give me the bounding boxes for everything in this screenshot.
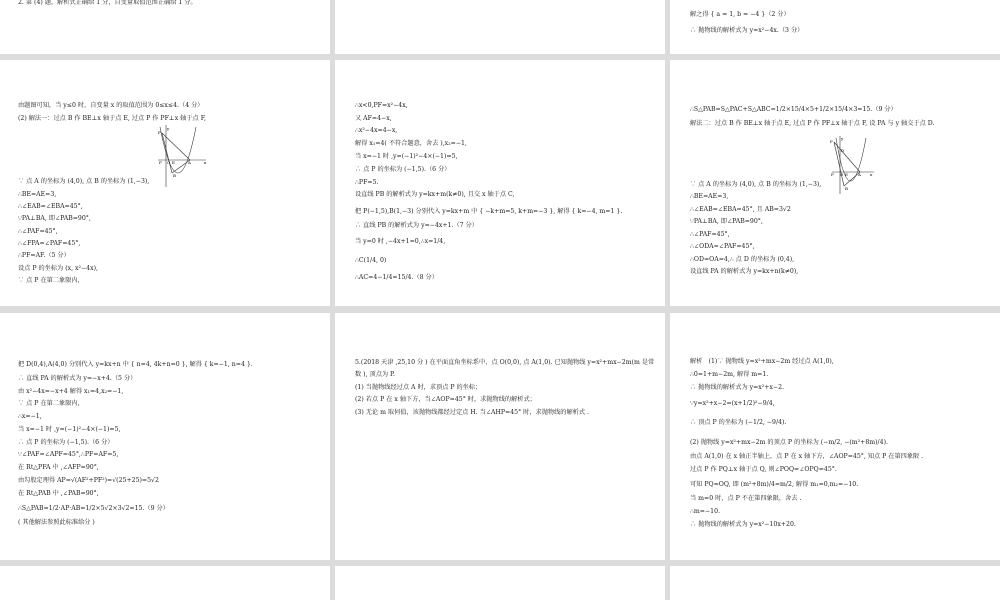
text-line: ∵PA⊥BA, 即∠PAB=90°, <box>18 215 91 222</box>
text-line: ∴PF=AF.（5 分） <box>18 252 70 259</box>
slide-11 <box>335 566 665 600</box>
text-line: 2. 第 (4) 题，解析式正确给 1 分，自变量取值范围正确给 1 分。 <box>18 0 197 6</box>
fig-label: B <box>173 173 176 178</box>
slide-3 <box>670 0 1000 54</box>
slide-8 <box>335 313 665 560</box>
text-line: (2) 解法一：过点 B 作 BE⊥x 轴于点 E, 过点 P 作 PF⊥x 轴于点 F, <box>18 115 206 122</box>
text-line: ∴AC=4−1/4=15/4.（8 分） <box>355 274 438 281</box>
slide-10 <box>0 566 330 600</box>
text-line: ∴ 直线 PA 的解析式为 y=−x+4.（5 分） <box>18 375 137 382</box>
fig-label: y <box>841 136 844 141</box>
text-line: ∴PF=5. <box>355 179 379 186</box>
fig-label: A <box>188 160 191 165</box>
text-line: ∴x²−4x=4−x, <box>355 127 398 134</box>
text-line: 把 D(0,4),A(4,0) 分别代入 y=kx+n 中 { n=4, 4k+n=0 }, 解得 { k=−1, n=4 }. <box>18 361 253 368</box>
text-line: 解之得 { a = 1, b = −4 }（2 分） <box>690 11 790 18</box>
slide-12 <box>670 566 1000 600</box>
text-line: ∵PA⊥BA, 即∠PAB=90°, <box>690 218 763 225</box>
text-line: 解得 x₁=4( 不符合题意，舍去 ),x₂=−1, <box>355 140 467 147</box>
text-line: ∴∠ODA=∠PAF=45°, <box>690 243 755 250</box>
parabola-figure <box>150 123 210 189</box>
fig-label: O <box>167 160 171 165</box>
fig-label: x <box>204 160 207 165</box>
fig-label: F <box>831 172 834 177</box>
fig-label: P <box>830 139 833 144</box>
text-line: 数 ), 顶点为 P. <box>355 371 395 378</box>
text-line: ∴0=1+m−2m, 解得 m=1. <box>690 371 769 378</box>
text-line: 把 P(−1,5),B(1,−3) 分别代入 y=kx+m 中 { −k+m=5, k+m=−3 }, 解得 { k=−4, m=1 }. <box>355 208 623 215</box>
text-line: 解析 (1)∵ 抛物线 y=x²+mx−2m 经过点 A(1,0), <box>690 358 834 365</box>
text-line: 由点 A(1,0) 在 x 轴正半轴上，点 P 在 x 轴下方，∠AOP=45°, 知点 P 在第四象限 . <box>690 453 924 460</box>
fig-label: A <box>858 172 861 177</box>
fig-label: E <box>845 172 848 177</box>
text-line: 过点 P 作 PQ⊥x 轴于点 Q, 则∠POQ=∠OPQ=45°. <box>690 466 837 473</box>
slide-1 <box>0 0 330 54</box>
slide-9 <box>670 313 1000 560</box>
text-line: 设直线 PA 的解析式为 y=kx+n(k≠0), <box>690 268 799 275</box>
text-line: ∴ 抛物线的解析式为 y=x²+x−2. <box>690 384 785 391</box>
text-line: ∵ 点 P 在第二象限内， <box>18 400 84 407</box>
text-line: ∴OD=OA=4,∴ 点 D 的坐标为 (0,4), <box>690 256 795 263</box>
text-line: ∴S△PAB=1/2·AP·AB=1/2×5√2×3√2=15.（9 分） <box>18 505 169 512</box>
fig-label: P <box>158 130 161 135</box>
fig-label: E <box>172 160 175 165</box>
fig-label: B <box>845 186 848 191</box>
text-line: ∴ 抛物线的解析式为 y=x²−10x+20. <box>690 521 796 528</box>
slide-4 <box>0 60 330 306</box>
text-line: 由题图可知，当 y≤0 时，自变量 x 的取值范围为 0≤x≤4.（4 分） <box>18 102 204 109</box>
text-line: (3) 无论 m 取何值，该抛物线都经过定点 H. 当∠AHP=45° 时，求抛物线的解析式 . <box>355 409 589 416</box>
text-line: 当 x=−1 时 ,y=(−1)²−4×(−1)=5, <box>355 153 458 160</box>
text-line: ∴BE=AE=3, <box>18 191 57 198</box>
text-line: 当 m=0 时，点 P 不在第四象限，舍去 . <box>690 495 802 502</box>
text-line: 当 y=0 时 ,−4x+1=0,∴x=1/4, <box>355 238 446 245</box>
text-line: ∴ 顶点 P 的坐标为 (−1/2, −9/4). <box>690 419 787 426</box>
text-line: ∵ 点 A 的坐标为 (4,0), 点 B 的坐标为 (1,−3), <box>690 181 822 188</box>
text-line: (2) 若点 P 在 x 轴下方，当∠AOP=45° 时，求抛物线的解析式； <box>355 396 536 403</box>
text-line: ∴x<0,PF=x²−4x, <box>355 102 408 109</box>
text-line: 在 Rt△PFA 中 ,∠AFP=90°, <box>18 464 99 471</box>
text-line: (2) 抛物线 y=x²+mx−2m 的顶点 P 的坐标为 (−m/2, −(m²+8m)/4). <box>690 439 888 446</box>
text-line: ∵y=x²+x−2=(x+1/2)²−9/4, <box>690 400 775 407</box>
text-line: 可知 PQ=OQ, 即 (m²+8m)/4=m/2, 解得 m₁=0,m₂=−10. <box>690 481 859 488</box>
text-line: 5.(2018 天津 ,25,10 分 ) 在平面直角坐标系中，点 O(0,0), 点 A(1,0). 已知抛物线 y=x²+mx−2m(m 是常 <box>355 359 655 366</box>
text-line: ∴∠PAF=45°, <box>690 231 730 238</box>
text-line: ∴S△PAB=S△PAC+S△ABC=1/2×15/4×5+1/2×15/4×3=15.（9 分） <box>690 106 897 113</box>
text-line: ∵ 点 A 的坐标为 (4,0), 点 B 的坐标为 (1,−3), <box>18 178 150 185</box>
fig-label: y <box>167 126 170 131</box>
text-line: ∴ 抛物线的解析式为 y=x²−4x.（3 分） <box>690 27 804 34</box>
text-line: ∴m=−10. <box>690 508 721 515</box>
text-line: ∴∠EAB=∠EBA=45°, 且 AB=3√2 <box>690 206 791 213</box>
text-line: 在 Rt△PAB 中 ,∠PAB=90°, <box>18 490 99 497</box>
text-line: 又 AF=4−x, <box>355 115 392 122</box>
text-line: ∴x=−1, <box>18 413 42 420</box>
text-line: ∴BE=AE=3, <box>690 193 729 200</box>
text-line: ∴C(1/4, 0) <box>355 257 387 264</box>
fig-label: D <box>841 148 845 153</box>
slide-5 <box>335 60 665 306</box>
text-line: 由 x²−4x=−x+4 解得 x₁=4,x₂=−1, <box>18 388 124 395</box>
text-line: ∴∠EAB=∠EBA=45°, <box>18 203 83 210</box>
text-line: ∴ 点 P 的坐标为 (−1,5).（6 分） <box>18 439 114 446</box>
fig-label: F <box>159 160 162 165</box>
fig-label: x <box>870 172 873 177</box>
text-line: ∴ 点 P 的坐标为 (−1,5).（6 分） <box>355 166 451 173</box>
text-line: 设直线 PB 的解析式为 y=kx+m(k≠0), 且交 x 轴于点 C, <box>355 191 515 198</box>
text-line: 设点 P 的坐标为 (x, x²−4x), <box>18 265 98 272</box>
text-line: 解法二：过点 B 作 BE⊥x 轴于点 E, 过点 P 作 PF⊥x 轴于点 F, 设 PA 与 y 轴交于点 D. <box>690 120 935 127</box>
slide-2 <box>335 0 665 54</box>
slide-7 <box>0 313 330 560</box>
text-line: 当 x=−1 时 ,y=(−1)²−4×(−1)=5, <box>18 426 121 433</box>
fig-label: O <box>840 172 844 177</box>
text-line: ( 其他解法参照此标准给分 ) <box>18 519 95 526</box>
text-line: ∴ 直线 PB 的解析式为 y=−4x+1.（7 分） <box>355 222 478 229</box>
text-line: (1) 当抛物线经过点 A 时，求顶点 P 的坐标； <box>355 384 482 391</box>
parabola-figure <box>828 134 876 196</box>
text-line: ∴∠PAF=45°, <box>18 228 58 235</box>
text-line: 由勾股定理得 AP=√(AF²+PF²)=√(25+25)=5√2 <box>18 477 159 484</box>
text-line: ∵ 点 P 在第二象限内， <box>18 277 84 284</box>
slide-6 <box>670 60 1000 306</box>
text-line: ∴∠FPA=∠PAF=45°, <box>18 240 81 247</box>
text-line: ∵∠PAF=∠APF=45°,∴PF=AF=5, <box>18 451 119 458</box>
